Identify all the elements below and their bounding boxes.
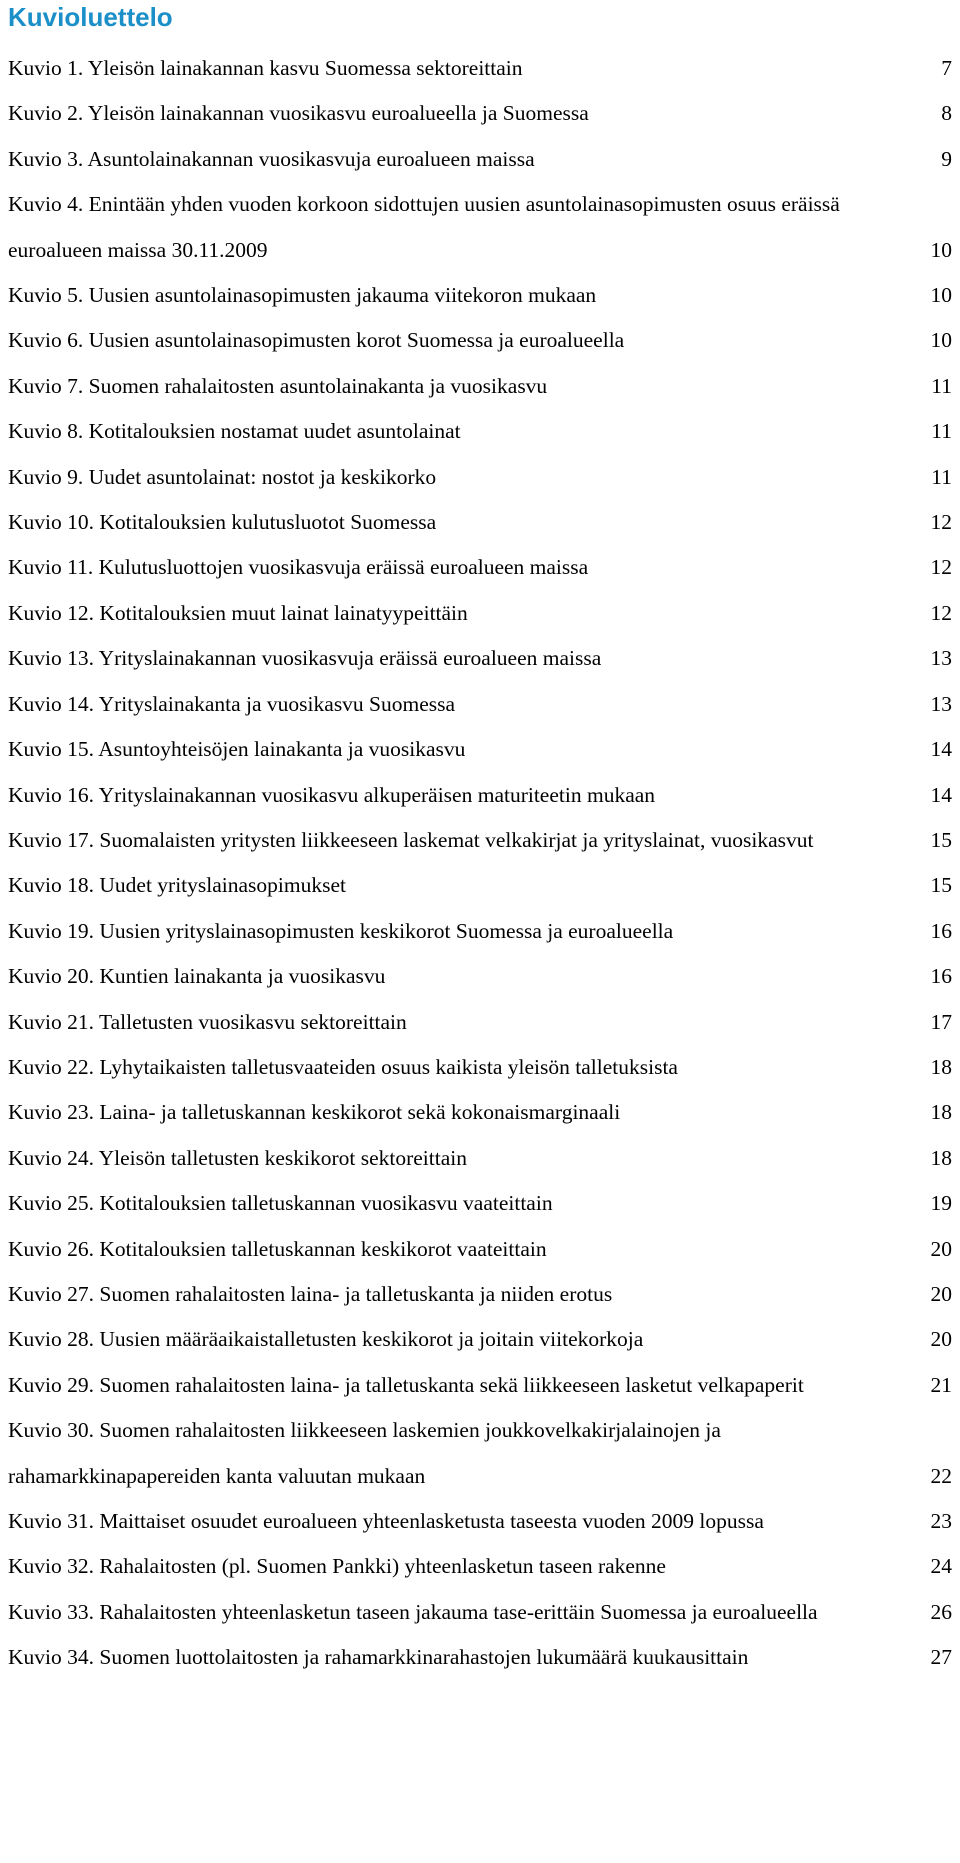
- page-number: 13: [930, 691, 952, 716]
- figure-caption: Kuvio 17. Suomalaisten yritysten liikkeeseen laskemat velkakirjat ja yrityslainat, vuosikasvut: [8, 827, 814, 852]
- figure-caption: Kuvio 30. Suomen rahalaitosten liikkeeseen laskemien joukkovelkakirjalainojen ja rahamarkkinapapereiden kanta valuutan mukaan: [8, 1418, 721, 1488]
- figure-list-item[interactable]: [8, 1363, 952, 1408]
- page-number: 27: [930, 1645, 952, 1670]
- figure-caption: Kuvio 6. Uusien asuntolainasopimusten korot Suomessa ja euroalueella: [8, 328, 625, 353]
- page-number: 10: [930, 328, 952, 353]
- figure-list-item[interactable]: [8, 500, 952, 545]
- figure-list-item[interactable]: [8, 954, 952, 999]
- page-number: 11: [931, 419, 952, 444]
- figure-caption: Kuvio 23. Laina- ja talletuskannan keskikorot sekä kokonaismarginaali: [8, 1100, 621, 1125]
- figure-list-item[interactable]: [8, 46, 952, 91]
- figure-caption: Kuvio 9. Uudet asuntolainat: nostot ja keskikorko: [8, 464, 437, 489]
- page-number: 17: [930, 1009, 952, 1034]
- page-number: 18: [930, 1100, 952, 1125]
- figure-list-item[interactable]: [8, 591, 952, 636]
- page-number: 22: [930, 1463, 952, 1488]
- figure-list-item[interactable]: [8, 1045, 952, 1090]
- figure-list-item[interactable]: [8, 1590, 952, 1635]
- figure-caption: Kuvio 14. Yrityslainakanta ja vuosikasvu Suomessa: [8, 691, 456, 716]
- figure-list-item[interactable]: [8, 636, 952, 681]
- figure-caption: Kuvio 24. Yleisön talletusten keskikorot sektoreittain: [8, 1145, 467, 1170]
- page-number: 18: [930, 1054, 952, 1079]
- figure-list-item[interactable]: [8, 818, 952, 863]
- figure-caption: Kuvio 16. Yrityslainakannan vuosikasvu alkuperäisen maturiteetin mukaan: [8, 782, 656, 807]
- figure-caption: Kuvio 29. Suomen rahalaitosten laina- ja talletuskanta sekä liikkeeseen lasketut velkapaperit: [8, 1372, 804, 1397]
- page-number: 19: [930, 1191, 952, 1216]
- page-number: 15: [930, 873, 952, 898]
- figure-list-item[interactable]: [8, 318, 952, 363]
- figure-list-item[interactable]: [8, 1544, 952, 1589]
- figure-caption: Kuvio 15. Asuntoyhteisöjen lainakanta ja vuosikasvu: [8, 737, 466, 762]
- figure-caption: Kuvio 5. Uusien asuntolainasopimusten jakauma viitekoron mukaan: [8, 283, 597, 308]
- figure-list-item[interactable]: [8, 727, 952, 772]
- figure-caption: Kuvio 4. Enintään yhden vuoden korkoon sidottujen uusien asuntolainasopimusten osuus eräissä euroalueen maissa 30.11.2009: [8, 192, 840, 262]
- figure-caption: Kuvio 25. Kotitalouksien talletuskannan vuosikasvu vaateittain: [8, 1191, 553, 1216]
- page-title: Kuvioluettelo: [8, 2, 173, 32]
- page-number: 24: [930, 1554, 952, 1579]
- page-number: 7: [941, 56, 952, 80]
- figure-list-item[interactable]: [8, 1499, 952, 1544]
- page-number: 9: [941, 146, 952, 171]
- figure-list-item[interactable]: [8, 409, 952, 454]
- figure-list-item[interactable]: [8, 1227, 952, 1272]
- page-number: 8: [941, 101, 952, 126]
- page-number: 16: [930, 918, 952, 943]
- page-number: 18: [930, 1145, 952, 1170]
- figure-caption: Kuvio 31. Maittaiset osuudet euroalueen yhteenlasketusta taseesta vuoden 2009 lopussa: [8, 1509, 764, 1533]
- figure-caption: Kuvio 33. Rahalaitosten yhteenlasketun taseen jakauma tase-erittäin Suomessa ja euroalueella: [8, 1599, 818, 1624]
- figure-list-item[interactable]: [8, 182, 952, 273]
- figure-caption: Kuvio 1. Yleisön lainakannan kasvu Suomessa sektoreittain: [8, 56, 523, 80]
- page-number: 20: [930, 1281, 952, 1306]
- figure-caption: Kuvio 13. Yrityslainakannan vuosikasvuja eräissä euroalueen maissa: [8, 646, 602, 671]
- figure-list-item[interactable]: [8, 137, 952, 182]
- figure-caption: Kuvio 11. Kulutusluottojen vuosikasvuja eräissä euroalueen maissa: [8, 555, 589, 580]
- figure-list-item[interactable]: [8, 1090, 952, 1135]
- figure-list-item[interactable]: [8, 455, 952, 500]
- figure-caption: Kuvio 27. Suomen rahalaitosten laina- ja talletuskanta ja niiden erotus: [8, 1281, 613, 1306]
- figure-caption: Kuvio 2. Yleisön lainakannan vuosikasvu euroalueella ja Suomessa: [8, 101, 589, 126]
- figure-list-item[interactable]: [8, 364, 952, 409]
- figure-caption: Kuvio 32. Rahalaitosten (pl. Suomen Pankki) yhteenlasketun taseen rakenne: [8, 1554, 666, 1579]
- figure-list-item[interactable]: [8, 1635, 952, 1680]
- page-number: 26: [930, 1599, 952, 1624]
- figure-caption: Kuvio 22. Lyhytaikaisten talletusvaateiden osuus kaikista yleisön talletuksista: [8, 1054, 678, 1079]
- page-number: 11: [931, 464, 952, 489]
- figure-list: [8, 46, 952, 1681]
- page-number: 14: [930, 737, 952, 762]
- page-number: 20: [930, 1327, 952, 1352]
- page-number: 12: [930, 600, 952, 625]
- page-number: 15: [930, 827, 952, 852]
- figure-list-item[interactable]: [8, 1136, 952, 1181]
- figure-caption: Kuvio 34. Suomen luottolaitosten ja rahamarkkinarahastojen lukumäärä kuukausittain: [8, 1645, 749, 1670]
- page-number: 20: [930, 1236, 952, 1261]
- figure-list-item[interactable]: [8, 545, 952, 590]
- figure-list-item[interactable]: [8, 1181, 952, 1226]
- figure-caption: Kuvio 3. Asuntolainakannan vuosikasvuja euroalueen maissa: [8, 146, 535, 171]
- page-number: 16: [930, 964, 952, 989]
- figure-caption: Kuvio 18. Uudet yrityslainasopimukset: [8, 873, 346, 898]
- figure-list-item[interactable]: [8, 91, 952, 136]
- page-number: 14: [930, 782, 952, 807]
- figure-list-item[interactable]: [8, 1317, 952, 1362]
- figure-list-item[interactable]: [8, 773, 952, 818]
- page-number: 23: [930, 1509, 952, 1533]
- figure-caption: Kuvio 21. Talletusten vuosikasvu sektoreittain: [8, 1009, 407, 1034]
- page-number: 12: [930, 555, 952, 580]
- page-number: 12: [930, 510, 952, 535]
- page-number: 13: [930, 646, 952, 671]
- figure-caption: Kuvio 28. Uusien määräaikaistalletusten keskikorot ja joitain viitekorkoja: [8, 1327, 644, 1352]
- figure-list-item[interactable]: [8, 1272, 952, 1317]
- figure-list-item[interactable]: [8, 1408, 952, 1499]
- figure-list-item[interactable]: [8, 273, 952, 318]
- figure-list-item[interactable]: [8, 1000, 952, 1045]
- page-number: 10: [930, 283, 952, 308]
- figure-caption: Kuvio 19. Uusien yrityslainasopimusten keskikorot Suomessa ja euroalueella: [8, 918, 674, 943]
- page-number: 21: [930, 1372, 952, 1397]
- figure-caption: Kuvio 10. Kotitalouksien kulutusluotot Suomessa: [8, 510, 437, 535]
- figure-caption: Kuvio 12. Kotitalouksien muut lainat lainatyypeittäin: [8, 600, 468, 625]
- figure-caption: Kuvio 7. Suomen rahalaitosten asuntolainakanta ja vuosikasvu: [8, 373, 548, 398]
- figure-caption: Kuvio 8. Kotitalouksien nostamat uudet asuntolainat: [8, 419, 461, 444]
- figure-caption: Kuvio 20. Kuntien lainakanta ja vuosikasvu: [8, 964, 386, 989]
- page-number: 11: [931, 373, 952, 398]
- figure-list-item[interactable]: [8, 863, 952, 908]
- figure-list-item[interactable]: [8, 682, 952, 727]
- page-number: 10: [930, 237, 952, 262]
- figure-list-item[interactable]: [8, 909, 952, 954]
- figure-caption: Kuvio 26. Kotitalouksien talletuskannan keskikorot vaateittain: [8, 1236, 547, 1261]
